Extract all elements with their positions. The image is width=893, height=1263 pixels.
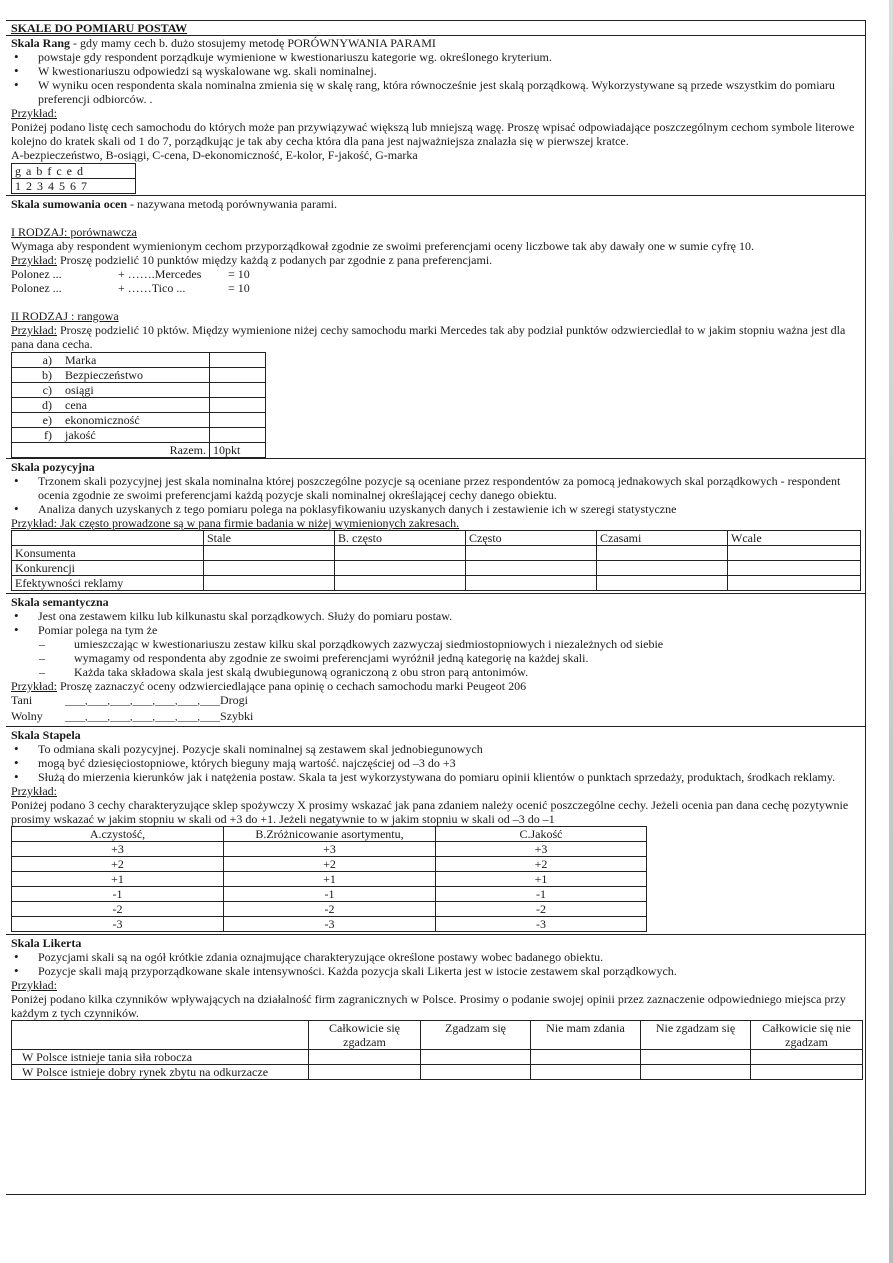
section-stapela: [6, 726, 865, 932]
answer-cell[interactable]: [210, 383, 266, 398]
pair-scale[interactable]: ____,____,____,____,____,____,____: [65, 712, 220, 723]
answer-cell[interactable]: [728, 546, 861, 561]
semantyczna-bullet-2: • Pomiar polega na tym że: [11, 623, 865, 637]
pozycyjna-bullet-2: • Analiza danych uzyskanych z tego pomiaru polega na poklasyfikowaniu uzyskanych danych i zestawienie ich w szeregi statystyczne: [11, 502, 865, 516]
col-header: Stale: [204, 531, 335, 546]
item-label: Bezpieczeństwo: [65, 368, 143, 382]
answer-cell[interactable]: [728, 576, 861, 591]
scale-value[interactable]: -1: [436, 887, 647, 902]
item-key: e): [42, 413, 52, 427]
answer-cell[interactable]: [204, 561, 335, 576]
rang-example-list: A-bezpieczeństwo, B-osiągi, C-cena, D-ekonomiczność, E-kolor, F-jakość, G-marka: [11, 148, 418, 162]
likerta-heading: Skala Likerta: [11, 936, 82, 950]
kind1-text: Wymaga aby respondent wymienionym cechom przyporządkował zgodnie ze swoimi preferencjami oceny liczbowe tak aby dawały one w sumie cyfrę 10.: [11, 239, 755, 253]
table-row: [12, 383, 266, 398]
section-likerta: [6, 934, 865, 1080]
table-row: [12, 887, 647, 902]
semantyczna-bullet-1: • Jest ona zestawem kilku lub kilkunastu skal porządkowych. Służy do pomiaru postaw.: [11, 609, 865, 623]
stapela-heading: Skala Stapela: [11, 728, 81, 742]
table-row: [12, 917, 647, 932]
section-rang: [6, 20, 865, 194]
item-label: Marka: [65, 353, 97, 367]
scale-value[interactable]: +2: [224, 857, 436, 872]
col-header: Czasami: [597, 531, 728, 546]
scale-value[interactable]: +3: [224, 842, 436, 857]
pair-right: Drogi: [220, 693, 248, 707]
rang-heading: Skala Rang: [11, 36, 71, 50]
stapela-bullet-1: • To odmiana skali pozycyjnej. Pozycje skali nominalnej są zestawem skal jednobiegunowych: [11, 742, 865, 756]
likerta-example-text: Poniżej podano kilka czynników wpływających na działalność firm zagranicznych w Polsce. Prosimy o podanie swojej opinii przez zaznaczenie odpowiedniego miejsca przy każdym z tych czynników.: [11, 992, 846, 1020]
answer-cell[interactable]: [210, 428, 266, 443]
item-key: a): [42, 353, 52, 367]
item-label: jakość: [65, 428, 96, 442]
section-sumowania: [6, 195, 865, 458]
rang-bullet-1: • powstaje gdy respondent porządkuje wymienione w kwestionariuszu kategorie wg. określonego kryterium.: [11, 50, 865, 64]
scale-value[interactable]: +1: [436, 872, 647, 887]
answer-cell[interactable]: [531, 1065, 641, 1080]
pair-left: Wolny: [11, 709, 43, 723]
item-label: ekonomiczność: [65, 413, 140, 427]
scale-value[interactable]: +2: [12, 857, 224, 872]
rang-example-label: Przykład:: [11, 106, 57, 120]
col-header: Całkowicie się nie zgadzam: [751, 1021, 863, 1050]
answer-cell[interactable]: [210, 353, 266, 368]
stapela-example-label: Przykład:: [11, 784, 57, 798]
answer-cell[interactable]: [466, 576, 597, 591]
rang-grid-letters: g a b f c e d: [12, 164, 136, 179]
scale-value[interactable]: +1: [224, 872, 436, 887]
answer-cell[interactable]: [597, 561, 728, 576]
pozycyjna-example-label: Przykład:: [11, 516, 57, 530]
stapela-bullet-2: • mogą być dziesięciostopniowe, których bieguny mają wartość. najczęściej od –3 do +3: [11, 756, 865, 770]
answer-cell[interactable]: [728, 561, 861, 576]
stapela-example-text: Poniżej podano 3 cechy charakteryzujące sklep spożywczy X prosimy wskazać jak pana zdaniem należy ocenić poszczególne cechy. Jeżeli ocenia pan dana cechę pozytywnie prosimy wskazać w jakim stopniu w skali od +3 do +1. Jeżeli negatywnie to w jakim stopniu w skali od –3 do –1: [11, 798, 849, 826]
table-row: [12, 413, 266, 428]
col-header: Często: [466, 531, 597, 546]
kind2-example-text: Proszę podzielić 10 pktów. Między wymienione niżej cechy samochodu marki Mercedes tak aby podział punktów odzwierciedlał to w jakim stopniu ważna jest dla pana dana cecha.: [11, 323, 846, 351]
pozycyjna-example-text: Jak często prowadzone są w pana firmie badania w niżej wymienionych zakresach.: [57, 516, 460, 530]
semantyczna-heading: Skala semantyczna: [11, 595, 109, 609]
scale-value[interactable]: +3: [12, 842, 224, 857]
scale-value[interactable]: -3: [436, 917, 647, 932]
col-header: Zgadzam się: [421, 1021, 531, 1050]
rang-example-text: Poniżej podano listę cech samochodu do których może pan przywiązywać większą lub mniejszą wagę. Proszę wpisać odpowiadające poszczególnym cechom symbole literowe kolejno do kratek skali od 1 do 7, porządkując je tak aby cecha która dla pana jest najważniejsza znalazła się w pierwszej kratce.: [11, 120, 855, 148]
col-header: C.Jakość: [436, 827, 647, 842]
answer-cell[interactable]: [309, 1050, 421, 1065]
stapela-bullet-3: • Służą do mierzenia kierunków jak i natężenia postaw. Skala ta jest wykorzystywana do pomiaru opinii klientów o punktach sprzedaży, produktach, środkach reklamy.: [11, 770, 865, 784]
table-row: [12, 842, 647, 857]
answer-cell[interactable]: [335, 561, 466, 576]
answer-cell[interactable]: [210, 368, 266, 383]
table-header: [12, 827, 647, 842]
row-label: Konsumenta: [12, 546, 204, 561]
item-key: f): [44, 428, 52, 442]
section-semantyczna: [6, 593, 865, 725]
col-header: B. często: [335, 531, 466, 546]
kind2-example-label: Przykład:: [11, 323, 57, 337]
pozycyjna-heading: Skala pozycyjna: [11, 460, 95, 474]
semantyczna-example-label: Przykład:: [11, 679, 57, 693]
answer-cell[interactable]: [204, 546, 335, 561]
table-row: [12, 857, 647, 872]
kind1-example-text: Proszę podzielić 10 punktów między każdą z podanych par zgodnie z pana preferencjami.: [57, 253, 493, 267]
table-row: [12, 872, 647, 887]
row-label: W Polsce istnieje dobry rynek zbytu na odkurzacze: [12, 1065, 309, 1080]
scale-value[interactable]: -1: [12, 887, 224, 902]
table-row: [12, 561, 861, 576]
col-header: Całkowicie się zgadzam: [309, 1021, 421, 1050]
scale-value[interactable]: -3: [12, 917, 224, 932]
row-label: W Polsce istnieje tania siła robocza: [12, 1050, 309, 1065]
semantic-pair: [11, 709, 865, 725]
kind1-row: [11, 267, 865, 281]
col-header: Nie mam zdania: [531, 1021, 641, 1050]
stapela-table: [11, 826, 647, 932]
semantyczna-example-text: Proszę zaznaczyć oceny odzwierciedlające pana opinię o cechach samochodu marki Peugeot 206: [57, 679, 527, 693]
table-row: [12, 428, 266, 443]
item-key: c): [42, 383, 52, 397]
scale-value[interactable]: -1: [224, 887, 436, 902]
kind2-table: [11, 352, 266, 458]
col-header: A.czystość,: [12, 827, 224, 842]
answer-cell[interactable]: [210, 413, 266, 428]
col-header-empty: [12, 1021, 309, 1050]
kind1-row: [11, 281, 865, 295]
answer-cell[interactable]: [335, 546, 466, 561]
answer-cell[interactable]: [309, 1065, 421, 1080]
kind1-row-c: = 10: [228, 267, 250, 281]
rang-bullet-2: • W kwestionariuszu odpowiedzi są wyskalowane wg. skali nominalnej.: [11, 64, 865, 78]
rang-bullet-3: • W wyniku ocen respondenta skala nominalna zmienia się w skalę rang, która równocześnie jest skalą porządkową. Wykorzystywane są przede wszystkim do pomiaru preferencji odbiorców. .: [11, 78, 865, 106]
table-row: [12, 546, 861, 561]
rang-heading-rest: - gdy mamy cech b. dużo stosujemy metodę PORÓWNYWANIA PARAMI: [70, 36, 436, 50]
kind1-example-label: Przykład:: [11, 253, 57, 267]
scale-value[interactable]: -2: [436, 902, 647, 917]
semantic-pair: [11, 693, 865, 709]
rang-grid-numbers: 1 2 3 4 5 6 7: [12, 179, 136, 194]
item-label: cena: [65, 398, 87, 412]
likerta-table: [11, 1020, 863, 1080]
col-header: Wcale: [728, 531, 861, 546]
table-row: [12, 1050, 863, 1065]
scale-value[interactable]: -2: [224, 902, 436, 917]
table-row: [12, 398, 266, 413]
answer-cell[interactable]: [641, 1065, 751, 1080]
col-header: Nie zgadzam się: [641, 1021, 751, 1050]
sumowania-heading-rest: - nazywana metodą porównywania parami.: [127, 197, 337, 211]
total-value: 10pkt: [210, 443, 266, 458]
row-label: Konkurencji: [12, 561, 204, 576]
section-pozycyjna: [6, 458, 865, 591]
answer-cell[interactable]: [335, 576, 466, 591]
kind1-row-b: + …….Mercedes: [118, 267, 202, 281]
likerta-bullet-1: • Pozycjami skali są na ogół krótkie zdania oznajmujące charakteryzujące określone postawy wobec badanego obiektu.: [11, 950, 865, 964]
table-row: [12, 902, 647, 917]
scale-value[interactable]: +3: [436, 842, 647, 857]
scale-value[interactable]: +1: [12, 872, 224, 887]
item-key: d): [42, 398, 52, 412]
answer-cell[interactable]: [641, 1050, 751, 1065]
answer-cell[interactable]: [751, 1065, 863, 1080]
pair-left: Tani: [11, 693, 33, 707]
document-page: [6, 20, 866, 1195]
col-header: [12, 531, 204, 546]
scale-value[interactable]: -2: [12, 902, 224, 917]
kind1-row-c: = 10: [228, 281, 250, 295]
answer-cell[interactable]: [210, 398, 266, 413]
table-row: [12, 368, 266, 383]
answer-cell[interactable]: [466, 546, 597, 561]
scale-value[interactable]: -3: [224, 917, 436, 932]
pair-right: Szybki: [220, 709, 254, 723]
scan-edge: [889, 0, 893, 1263]
likerta-bullet-2: • Pozycje skali mają przyporządkowane skale intensywności. Każda pozycja skali Likerta jest w istocie zestawem skal porządkowych.: [11, 964, 865, 978]
answer-cell[interactable]: [466, 561, 597, 576]
sumowania-heading: Skala sumowania ocen: [11, 197, 128, 211]
pair-scale[interactable]: ____,____,____,____,____,____,____: [65, 696, 220, 707]
kind1-row-a: Polonez ...: [11, 281, 62, 295]
item-label: osiągi: [65, 383, 94, 397]
item-key: b): [42, 368, 52, 382]
answer-cell[interactable]: [597, 576, 728, 591]
table-row: [12, 443, 266, 458]
table-header: [12, 1021, 863, 1050]
answer-cell[interactable]: [421, 1065, 531, 1080]
table-row: [12, 353, 266, 368]
col-header: B.Zróżnicowanie asortymentu,: [224, 827, 436, 842]
kind1-row-a: Polonez ...: [11, 267, 62, 281]
semantyczna-dash-1: – umieszczając w kwestionariuszu zestaw kilku skal porządkowych zazwyczaj siedmiostopniowych i niezależnych od siebie: [11, 637, 865, 651]
semantyczna-dash-2: – wymagamy od respondenta aby zgodnie ze swoimi preferencjami wyróżnił jedną kategorię na każdej skali.: [11, 651, 865, 665]
total-label: Razem.: [12, 443, 210, 458]
rang-grid: [11, 163, 136, 194]
semantyczna-dash-3: – Każda taka składowa skala jest skalą dwubiegunową ograniczoną z obu stron parą antonimów.: [11, 665, 865, 679]
pozycyjna-table: [11, 530, 861, 591]
kind1-title: I RODZAJ: porównawcza: [11, 225, 137, 239]
kind1-row-b: + ……Tico ...: [118, 281, 186, 295]
table-row: [12, 576, 861, 591]
answer-cell[interactable]: [421, 1050, 531, 1065]
answer-cell[interactable]: [597, 546, 728, 561]
row-label: Efektywności reklamy: [12, 576, 204, 591]
page-title: SKALE DO POMIARU POSTAW: [11, 21, 188, 35]
answer-cell[interactable]: [751, 1050, 863, 1065]
scale-value[interactable]: +2: [436, 857, 647, 872]
pozycyjna-bullet-1: • Trzonem skali pozycyjnej jest skala nominalna której poszczególne pozycje są oceniane przez respondentów za pomocą jednakowych skal porządkowych - respondent ocenia zgodnie ze swoimi preferencjami każdą pozycje skali nominalnej określającej cechy danego obiektu.: [11, 474, 865, 502]
likerta-example-label: Przykład:: [11, 978, 57, 992]
table-row: [12, 1065, 863, 1080]
kind2-title: II RODZAJ : rangowa: [11, 309, 119, 323]
answer-cell[interactable]: [531, 1050, 641, 1065]
answer-cell[interactable]: [204, 576, 335, 591]
table-header: [12, 531, 861, 546]
